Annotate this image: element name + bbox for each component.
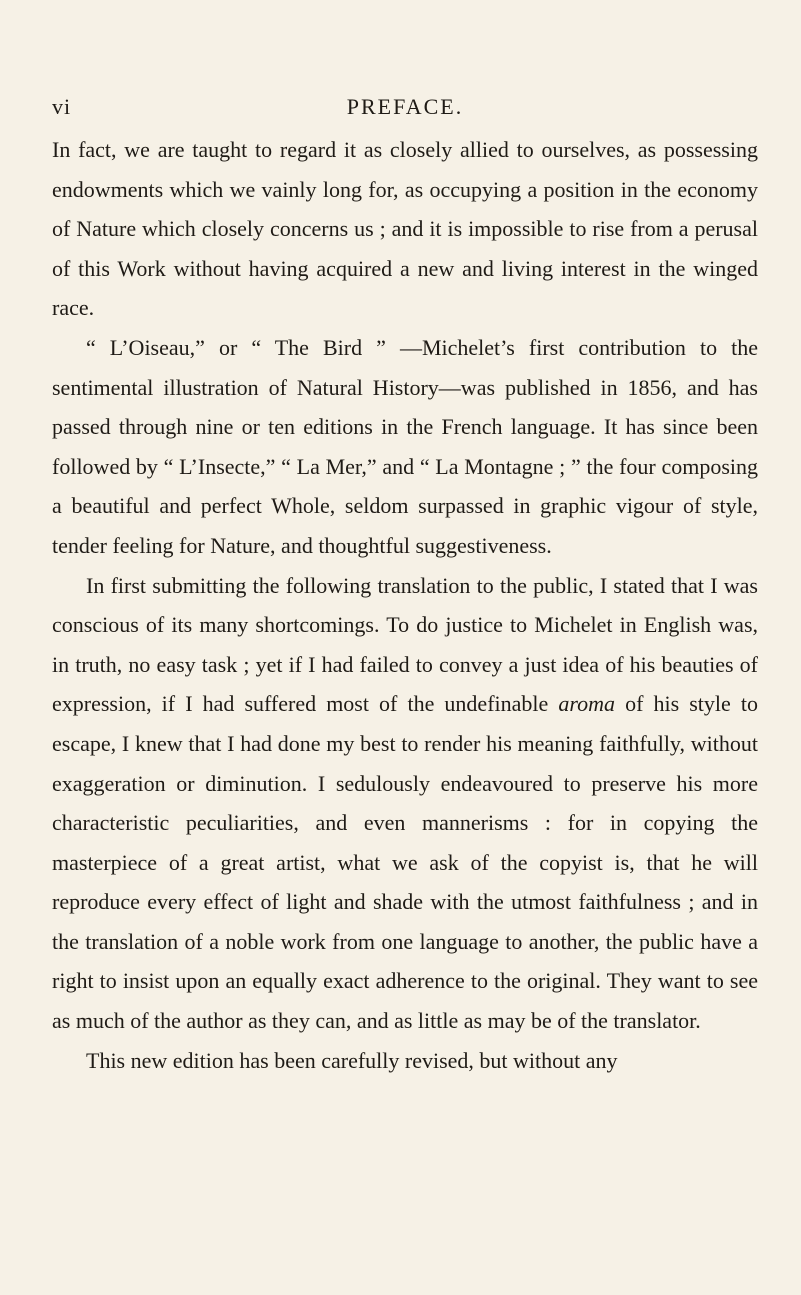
body-text bbox=[52, 130, 758, 1080]
italic-aroma: aroma bbox=[558, 691, 615, 717]
paragraph-4: This new edition has been carefully revised, but without any bbox=[86, 1047, 618, 1073]
header-title: PREFACE. bbox=[346, 94, 464, 119]
running-head bbox=[52, 94, 758, 124]
page-number: vi bbox=[52, 94, 72, 119]
paragraph-1: In fact, we are taught to regard it as closely allied to ourselves, as possessing endowments which we vainly long for, as occupying a position in the economy of Nature which closely concerns us ; and it is impossible to rise from a perusal of this Work without having acquired a new and living interest in the winged race. bbox=[52, 137, 758, 321]
paragraph-3-text-after: of his style to escape, I knew that I had done my best to render his meaning faithfully, without exaggeration or diminution. I sedulously endeavoured to preserve his more characteristic peculiarities, and even mannerisms : for in copying the masterpiece of a great artist, what we ask of the copyist is, that he will reproduce every effect of light and shade with the utmost faithfulness ; and in the translation of a noble work from one language to another, the public have a right to insist upon an equally exact adherence to the original. They want to see as much of the author as they can, and as little as may be of the translator. bbox=[52, 691, 758, 1034]
paragraph-2: “ L’Oiseau,” or “ The Bird ” —Michelet’s first contribution to the sentimental illustration of Natural History—was published in 1856, and has passed through nine or ten editions in the French language. It has since been followed by “ L’Insecte,” “ La Mer,” and “ La Montagne ; ” the four composing a beautiful and perfect Whole, seldom surpassed in graphic vigour of style, tender feeling for Nature, and thoughtful suggestiveness. bbox=[52, 334, 758, 558]
paragraph-3-text-before: In first submitting the following translation to the public, I stated that I was conscious of its many shortcomings. To do justice to Michelet in English was, in truth, no easy task ; yet if I had failed to convey a just idea of his beauties of expression, if I had suffered most of the undefinable bbox=[52, 572, 758, 717]
paragraph-3 bbox=[52, 566, 758, 1041]
